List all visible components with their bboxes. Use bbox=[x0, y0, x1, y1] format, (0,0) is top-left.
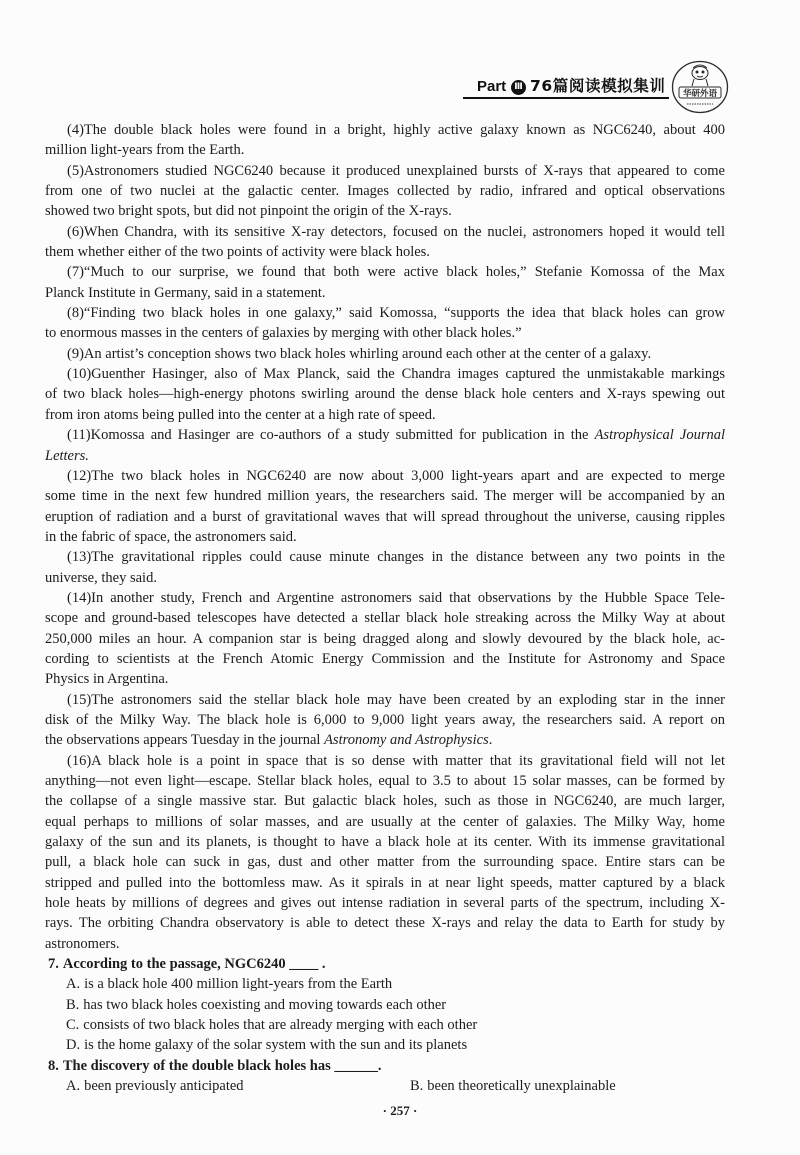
passage-line: eruption of radiation and a burst of gravitational waves that will spread throughout the universe, causing ripples bbox=[45, 508, 725, 525]
option-text: been theoretically unexplainable bbox=[427, 1078, 616, 1095]
option-letter: B. bbox=[410, 1078, 424, 1095]
option-letter: B. bbox=[66, 996, 80, 1013]
option-8-a bbox=[66, 1078, 244, 1094]
option-letter: D. bbox=[66, 1037, 81, 1054]
passage-line: disk of the Milky Way. The black hole is 6,000 to 9,000 light years away, the researchers said. A report on bbox=[45, 711, 725, 728]
option-row bbox=[45, 1076, 725, 1096]
logo-text: 华研外语 bbox=[682, 89, 718, 99]
section-title: 76篇阅读模拟集训 bbox=[530, 77, 666, 95]
option-7-d bbox=[45, 1035, 725, 1055]
passage-line: (16)A black hole is a point in space that is so dense with matter that its gravitational field will not let bbox=[67, 752, 725, 769]
passage-line: stripped and pulled into the bottomless maw. As it spirals in at near light speeds, matter captured by a black bbox=[45, 874, 725, 891]
option-text: is a black hole 400 million light-years from the Earth bbox=[84, 976, 393, 993]
paragraph-13 bbox=[45, 547, 725, 588]
passage-text: the observations appears Tuesday in the journal bbox=[45, 732, 325, 749]
passage-text: (11)Komossa and Hasinger are co-authors of a study submitted for publication in the bbox=[67, 427, 595, 444]
passage-line: pull, a black hole can suck in gas, dust and other matter from the surrounding space. Entire stars can be bbox=[45, 854, 725, 871]
paragraph-15 bbox=[45, 690, 725, 751]
question-stem bbox=[45, 1056, 725, 1076]
passage-line: (13)The gravitational ripples could cause minute changes in the distance between any two points in the bbox=[67, 549, 725, 566]
passage-line: them whether either of the two points of activity were black holes. bbox=[45, 244, 430, 261]
passage bbox=[45, 120, 725, 1097]
passage-line: equal perhaps to millions of solar masses, and are usually at the center of galaxies. The Milky Way, home bbox=[45, 813, 725, 830]
passage-line: 250,000 miles an hour. A companion star is being dragged along and slowly devoured by the black hole, ac- bbox=[45, 630, 725, 647]
passage-line: scope and ground-based telescopes have detected a stellar black hole streaking across the Milky Way at about bbox=[45, 610, 725, 627]
passage-line: (10)Guenther Hasinger, also of Max Planck, said the Chandra images captured the unmistakable markings bbox=[67, 366, 725, 383]
passage-line: hole heats by millions of degrees and gives out intense radiation in several parts of the spectrum, including X- bbox=[45, 895, 725, 912]
option-7-c bbox=[45, 1015, 725, 1035]
question-text: The discovery of the double black holes has ______. bbox=[62, 1057, 382, 1074]
passage-line: galaxy of the sun and its planets, is thought to have a black hole at its center. With its immense gravitational bbox=[45, 834, 725, 851]
passage-line: (15)The astronomers said the stellar black hole may have been created by an exploding star in the inner bbox=[67, 691, 725, 708]
passage-line: in the fabric of space, the astronomers said. bbox=[45, 528, 297, 545]
paragraph-6 bbox=[45, 222, 725, 263]
passage-line: some time in the next few hundred million years, the researchers said. The merger will be accompanied by an bbox=[45, 488, 725, 505]
passage-line: from iron atoms being pulled into the center at a high rate of speed. bbox=[45, 406, 436, 423]
paragraph-8 bbox=[45, 303, 725, 344]
passage-line: (6)When Chandra, with its sensitive X-ray detectors, focused on the nuclei, astronomers hoped it would tell bbox=[67, 223, 725, 240]
paragraph-10 bbox=[45, 364, 725, 425]
paragraph-16 bbox=[45, 751, 725, 954]
question-text: According to the passage, NGC6240 ____ . bbox=[62, 956, 326, 973]
question-number: 8. bbox=[48, 1057, 59, 1074]
passage-line: universe, they said. bbox=[45, 569, 157, 586]
header-rule bbox=[463, 97, 669, 99]
paragraph-9 bbox=[45, 344, 725, 364]
passage-line bbox=[45, 446, 725, 466]
passage-line: from one of two nuclei at the galactic center. Images collected by radio, infrared and optical observations bbox=[45, 183, 725, 200]
part-label: Part bbox=[477, 78, 507, 95]
passage-line: rays. The orbiting Chandra observatory is able to detect these X-rays and relay the data to Earth for study by bbox=[45, 915, 725, 932]
passage-line: (8)“Finding two black holes in one galaxy,” said Komossa, “supports the idea that black holes can grow bbox=[67, 305, 725, 322]
passage-text: . bbox=[488, 732, 493, 749]
paragraph-4 bbox=[45, 120, 725, 161]
passage-line: (12)The two black holes in NGC6240 are now about 3,000 light-years apart and are expected to merge bbox=[67, 467, 725, 484]
option-text: has two black holes coexisting and moving towards each other bbox=[83, 996, 447, 1013]
passage-line bbox=[45, 425, 725, 445]
option-text: been previously anticipated bbox=[84, 1078, 244, 1095]
passage-line: (5)Astronomers studied NGC6240 because it produced unexplained bursts of X-rays that appeared to come bbox=[67, 162, 725, 179]
passage-line: cording to scientists at the French Atomic Energy Commission and the Institute for Astronomy and Space bbox=[45, 650, 725, 667]
passage-line: of two black holes—high-energy photons swirling around the dense black hole centers and X-rays spewing out bbox=[45, 386, 725, 403]
part-numeral-badge: Ⅲ bbox=[511, 80, 526, 95]
passage-line: anything—not even light—escape. Stellar black holes, equal to 3.5 to about 15 solar masses, can be formed by bbox=[45, 773, 725, 789]
page-number: · 257 · bbox=[382, 1103, 418, 1118]
paragraph-7 bbox=[45, 262, 725, 303]
passage-line: the collapse of a single massive star. But galactic black holes, such as those in NGC6240, are much larger, bbox=[45, 793, 725, 810]
paragraph-11 bbox=[45, 425, 725, 466]
passage-line: (4)The double black holes were found in a bright, highly active galaxy known as NGC6240, about 400 bbox=[67, 122, 725, 138]
publisher-logo bbox=[670, 59, 730, 115]
paragraph-12 bbox=[45, 466, 725, 547]
question-stem bbox=[45, 954, 725, 974]
option-letter: C. bbox=[66, 1017, 80, 1034]
passage-line: showed two bright spots, but did not pinpoint the origin of the X-rays. bbox=[45, 203, 452, 220]
passage-line: (9)An artist’s conception shows two black holes whirling around each other at the center of a galaxy. bbox=[67, 345, 652, 362]
journal-title: Astronomy and Astrophysics bbox=[324, 732, 489, 749]
option-letter: A. bbox=[66, 1078, 81, 1095]
paragraph-5 bbox=[45, 161, 725, 222]
option-8-b bbox=[410, 1076, 616, 1096]
passage-line: million light-years from the Earth. bbox=[45, 142, 245, 159]
paragraph-14 bbox=[45, 588, 725, 690]
mascot-icon bbox=[692, 65, 708, 86]
option-7-a bbox=[45, 974, 725, 994]
passage-line: Physics in Argentina. bbox=[45, 671, 169, 688]
question-8 bbox=[45, 1056, 725, 1097]
journal-title: Astrophysical Journal bbox=[594, 427, 725, 444]
question-7 bbox=[45, 954, 725, 1056]
question-number: 7. bbox=[48, 956, 59, 973]
passage-line: (14)In another study, French and Argentine astronomers said that observations by the Hubble Space Tele- bbox=[67, 589, 725, 606]
option-text: is the home galaxy of the solar system with the sun and its planets bbox=[84, 1037, 468, 1054]
passage-line: (7)“Much to our surprise, we found that both were active black holes,” Stefanie Komossa of the Max bbox=[67, 264, 725, 281]
option-text: consists of two black holes that are already merging with each other bbox=[83, 1017, 478, 1034]
journal-title: Letters. bbox=[45, 447, 89, 464]
passage-line: to enormous masses in the centers of galaxies by merging with other black holes.” bbox=[45, 325, 522, 342]
option-letter: A. bbox=[66, 976, 81, 993]
passage-line bbox=[45, 730, 725, 750]
passage-line: astronomers. bbox=[45, 935, 120, 952]
option-7-b bbox=[45, 995, 725, 1015]
passage-line: Planck Institute in Germany, said in a statement. bbox=[45, 284, 326, 301]
